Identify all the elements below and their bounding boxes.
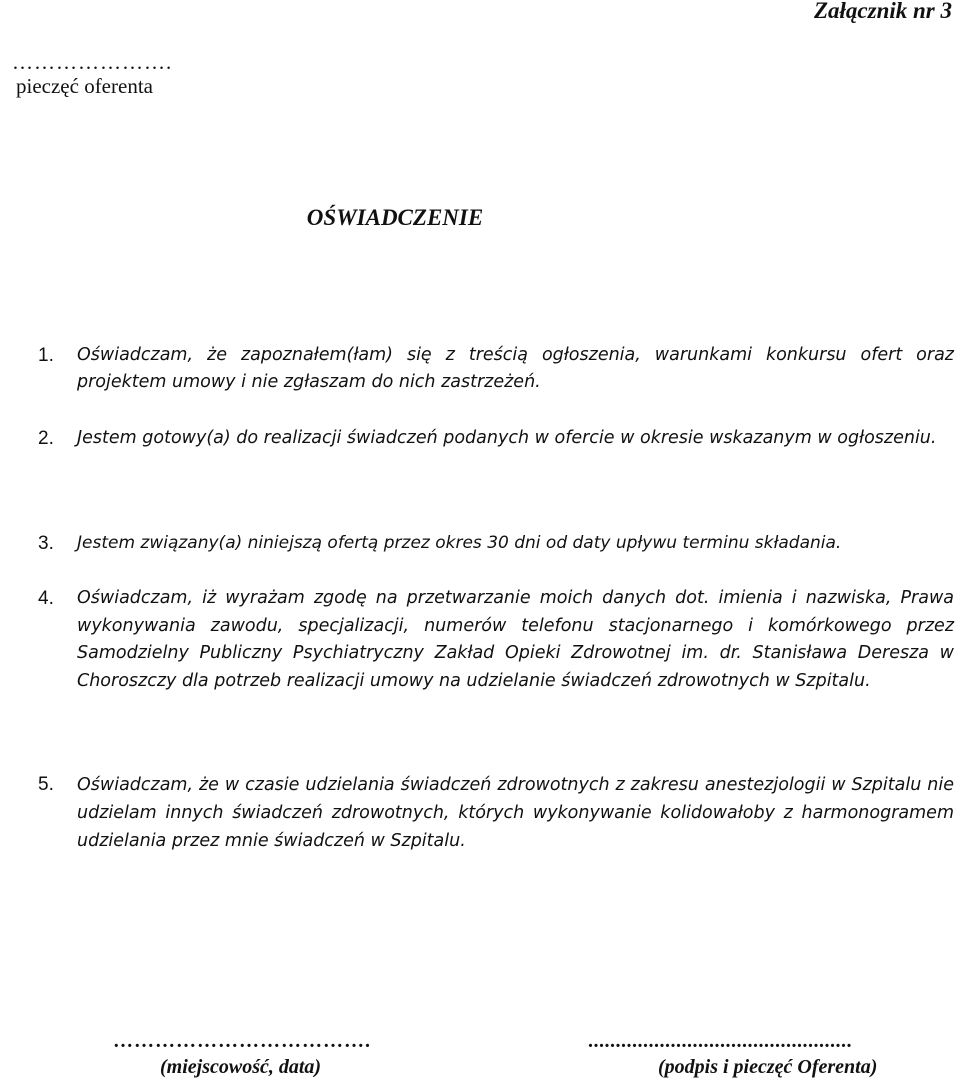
place-date-dots: ………………………………. <box>113 1030 371 1052</box>
statement-text: Jestem gotowy(a) do realizacji świadczeń podanych w ofercie w okresie wskazanym w ogłoszeniu. <box>77 428 937 448</box>
stamp-dots: …………………. <box>12 50 173 74</box>
place-date-label: (miejscowość, data) <box>160 1056 322 1078</box>
document-title <box>0 205 960 231</box>
statement-number: 4. <box>38 588 54 609</box>
statement-number: 3. <box>38 533 54 554</box>
document-title-text: OŚWIADCZENIE <box>306 205 484 230</box>
statement-number: 2. <box>38 428 54 449</box>
signature-dots: ................................................ <box>588 1030 852 1052</box>
statement-text: Oświadczam, że w czasie udzielania świadczeń zdrowotnych z zakresu anestezjologii w Szpitalu nie udzielam innych świadczeń zdrowotnych, których wykonywanie kolidowałoby z harmonogramem udzielania przez mnie świadczeń w Szpitalu. <box>77 775 954 851</box>
statement-number: 5. <box>38 774 54 795</box>
attachment-label: Załącznik nr 3 <box>813 0 952 23</box>
statement-text: Oświadczam, że zapoznałem(łam) się z treścią ogłoszenia, warunkami konkursu ofert oraz projektem umowy i nie zgłaszam do nich zastrzeżeń. <box>77 345 954 392</box>
statement-text: Oświadczam, iż wyrażam zgodę na przetwarzanie moich danych dot. imienia i nazwiska, Prawa wykonywania zawodu, specjalizacji, numerów telefonu stacjonarnego i komórkowego przez Samodzielny Publiczny Psychiatryczny Zakład Opieki Zdrowotnej im. dr. Stanisława Deresza w Choroszczy dla potrzeb realizacji umowy na udzielanie świadczeń zdrowotnych w Szpitalu. <box>77 588 954 691</box>
statement-text: Jestem związany(a) niniejszą ofertą przez okres 30 dni od daty upływu terminu składania. <box>77 533 842 553</box>
signature-label: (podpis i pieczęć Oferenta) <box>658 1056 878 1078</box>
statement-number: 1. <box>38 345 54 366</box>
stamp-label: pieczęć oferenta <box>16 74 153 98</box>
